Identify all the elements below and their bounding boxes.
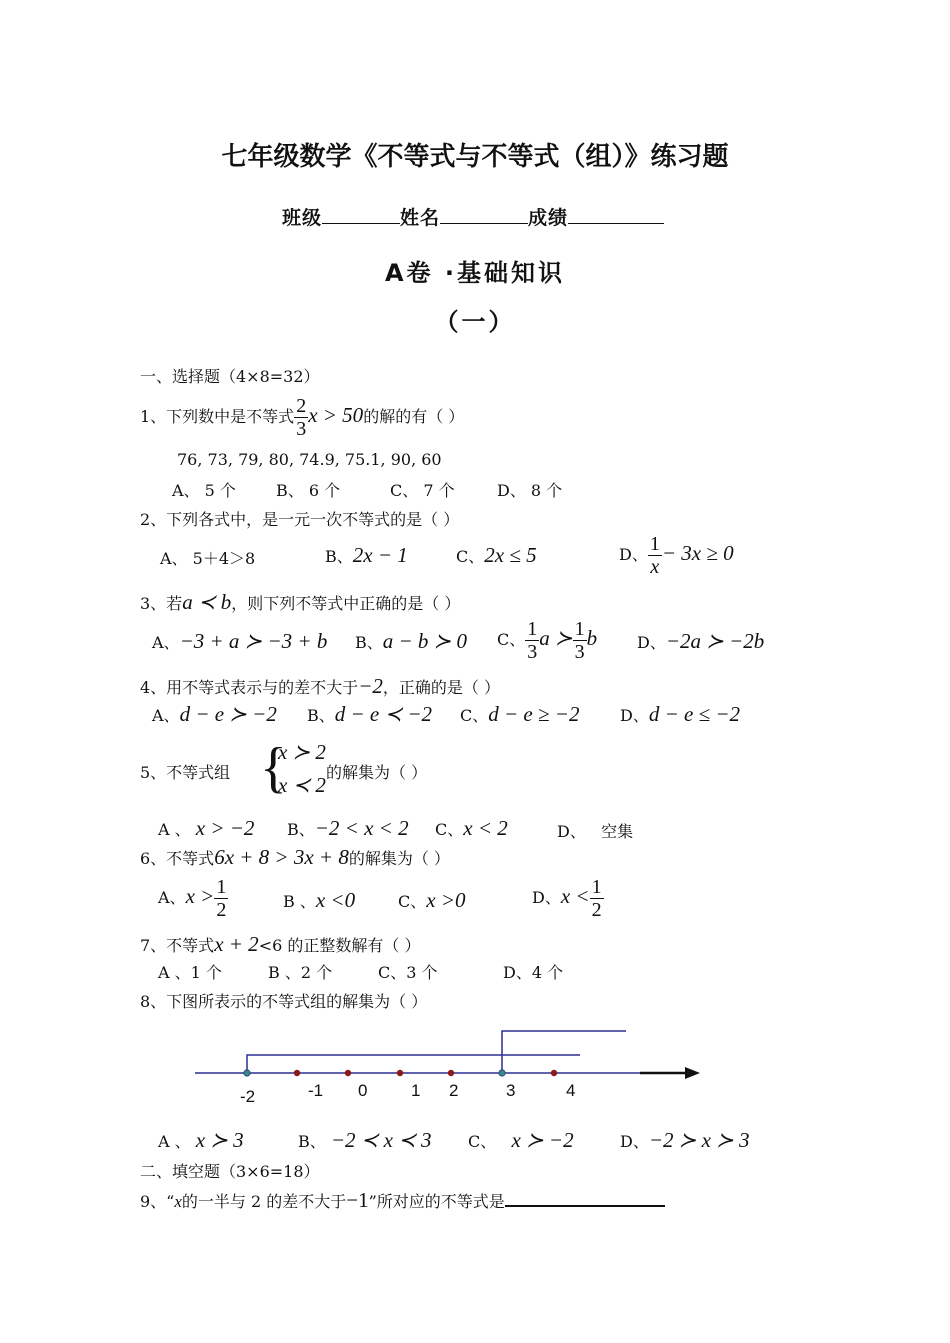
q5-option-d[interactable]: D、 空集 — [557, 822, 634, 841]
q2-option-a[interactable]: A、 5＋4＞8 — [160, 549, 256, 568]
q5-system-line-2: x ≺ 2 — [278, 773, 326, 797]
name-label: 姓名 — [400, 207, 441, 229]
part-heading: （一） — [434, 308, 516, 336]
point-0 — [345, 1070, 351, 1076]
question-9: 9、“x的一半与 2 的差不大于−1”所对应的不等式是 — [140, 1187, 665, 1213]
q1-expr: x > 50 — [308, 403, 364, 427]
q6-option-a[interactable]: A、x > $\frac{1}{2}$ — [158, 876, 227, 921]
q5-option-c[interactable]: C、x < 2 — [435, 816, 508, 840]
point-1 — [397, 1070, 403, 1076]
axis-label-0: 0 — [358, 1081, 368, 1100]
q8-option-c[interactable]: C、 x ≻ −2 — [468, 1128, 574, 1152]
score-label: 成绩 — [528, 207, 569, 229]
q7-option-b[interactable]: B 、2 个 — [268, 963, 333, 982]
q2-option-b[interactable]: B、2x − 1 — [325, 543, 408, 567]
q1-fraction: $\frac{2}{3}$ — [296, 395, 307, 440]
axis-label-4: 4 — [566, 1081, 576, 1100]
axis-label-1: 1 — [411, 1081, 421, 1100]
question-5-suffix: 的解集为（ ） — [326, 763, 428, 782]
part2-heading: 二、填空题（3×6=18） — [140, 1162, 320, 1181]
system-brace: { — [260, 737, 287, 799]
question-7: 7、不等式x + 2<6 的正整数解有（ ） — [140, 932, 421, 956]
q4-option-d[interactable]: D、d − e ≤ −2 — [620, 702, 741, 726]
q5-system-line-1: x ≻ 2 — [278, 740, 326, 764]
axis-label-3: 3 — [506, 1081, 516, 1100]
q5-option-a[interactable]: A 、 x > −2 — [158, 816, 255, 840]
q7-option-d[interactable]: D、4 个 — [503, 963, 564, 982]
axis-label-neg2: -2 — [240, 1087, 256, 1106]
number-line-arrowhead — [685, 1067, 700, 1079]
name-blank[interactable] — [440, 205, 528, 224]
class-blank[interactable] — [322, 205, 400, 224]
q1-prefix: 1、下列数中是不等式 — [140, 407, 295, 426]
page-title: 七年级数学《不等式与不等式（组）》练习题 — [221, 142, 729, 172]
q6-option-c[interactable]: C、x >0 — [398, 888, 466, 912]
student-info-line — [282, 203, 664, 230]
question-1 — [140, 393, 464, 440]
point-4 — [551, 1070, 557, 1076]
q8-option-a[interactable]: A 、 x ≻ 3 — [158, 1128, 244, 1152]
question-3: 3、若a ≺ b，则下列不等式中正确的是（ ） — [140, 590, 461, 614]
q2-option-c[interactable]: C、2x ≤ 5 — [456, 543, 537, 567]
part1-heading: 一、选择题（4×8=32） — [140, 367, 320, 386]
question-2: 2、下列各式中，是一元一次不等式的是（ ） — [140, 510, 460, 529]
class-label: 班级 — [282, 207, 323, 229]
q2-option-d[interactable]: D、 $\frac{1}{x}$ − 3x ≥ 0 — [619, 533, 734, 578]
q1-numbers: 76, 73, 79, 80, 74.9, 75.1, 90, 60 — [177, 450, 442, 469]
score-blank[interactable] — [568, 205, 664, 224]
q8-option-b[interactable]: B、 −2 ≺ x ≺ 3 — [298, 1128, 432, 1152]
q1-option-c[interactable]: C、 7 个 — [390, 481, 455, 500]
axis-label-neg1: -1 — [308, 1081, 324, 1100]
q8-option-d[interactable]: D、−2 ≻ x ≻ 3 — [620, 1128, 750, 1152]
q1-option-b[interactable]: B、 6 个 — [276, 481, 341, 500]
point-2 — [448, 1070, 454, 1076]
point-neg1 — [294, 1070, 300, 1076]
q7-option-a[interactable]: A 、1 个 — [158, 963, 222, 982]
axis-label-2: 2 — [449, 1081, 459, 1100]
q4-option-b[interactable]: B、d − e ≺ −2 — [307, 702, 433, 726]
solution-bracket-upper — [502, 1031, 626, 1073]
question-5-prefix: 5、不等式组 — [140, 763, 231, 782]
question-6: 6、不等式6x + 8 > 3x + 8的解集为（ ） — [140, 845, 450, 869]
q3-option-a[interactable]: A、−3 + a ≻ −3 + b — [152, 629, 328, 653]
q1-option-a[interactable]: A、 5 个 — [172, 481, 236, 500]
q3-option-b[interactable]: B、a − b ≻ 0 — [355, 629, 468, 653]
question-8: 8、下图所表示的不等式组的解集为（ ） — [140, 992, 428, 1011]
q9-answer-blank[interactable] — [505, 1187, 665, 1207]
q4-option-c[interactable]: C、d − e ≥ −2 — [460, 702, 580, 726]
q1-option-d[interactable]: D、 8 个 — [497, 481, 563, 500]
point-neg2 — [244, 1070, 250, 1076]
q7-option-c[interactable]: C、3 个 — [378, 963, 438, 982]
q5-option-b[interactable]: B、−2 < x < 2 — [287, 816, 409, 840]
q3-option-c[interactable]: C、 $\frac{1}{3}$ a ≻ $\frac{1}{3}$ b — [497, 618, 598, 663]
section-heading: A卷 ·基础知识 — [384, 259, 566, 287]
q3-option-d[interactable]: D、−2a ≻ −2b — [637, 629, 765, 653]
q6-option-d[interactable]: D、x < $\frac{1}{2}$ — [532, 876, 602, 921]
point-3 — [499, 1070, 505, 1076]
q1-suffix: 的解的有（ ） — [363, 407, 465, 426]
q4-option-a[interactable]: A、d − e ≻ −2 — [152, 702, 277, 726]
question-4: 4、用不等式表示与的差不大于−2，正确的是（ ） — [140, 674, 500, 698]
q6-option-b[interactable]: B 、x <0 — [283, 888, 356, 912]
